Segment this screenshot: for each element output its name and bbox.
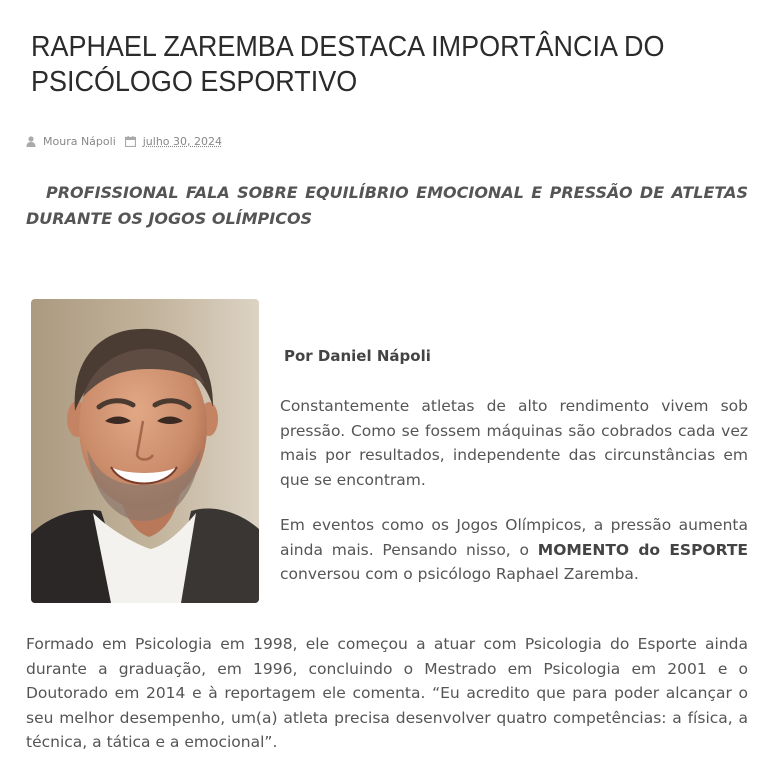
article-byline: Por Daniel Nápoli: [284, 347, 431, 365]
author-link[interactable]: Moura Nápoli: [43, 135, 116, 148]
article-paragraph-3: Formado em Psicologia em 1998, ele começou a atuar com Psicologia do Esporte ainda durante a graduação, em 1996, concluindo o Mestrado em Psicologia em 2001 e o Doutorado em 2014 e à reportagem ele comenta. “Eu acredito que para poder alcançar o seu melhor desempenho, um(a) atleta precisa desenvolver quatro competências: a física, a técnica, a tática e a emocional”.: [26, 635, 748, 751]
post-meta: [26, 135, 222, 148]
article-title: RAPHAEL ZAREMBA DESTACA IMPORTÂNCIA DO PSICÓLOGO ESPORTIVO: [31, 31, 665, 98]
article-subtitle: PROFISSIONAL FALA SOBRE EQUILÍBRIO EMOCIONAL E PRESSÃO DE ATLETAS DURANTE OS JOGOS OLÍMPICOS: [26, 183, 748, 228]
calendar-icon: [125, 136, 136, 147]
article-paragraph-1: Constantemente atletas de alto rendimento vivem sob pressão. Como se fossem máquinas são cobrados cada vez mais por resultados, independente das circunstâncias em que se encontram.: [280, 397, 748, 489]
paragraph-2-text-end: conversou com o psicólogo Raphael Zaremba.: [280, 565, 639, 583]
portrait-photo: [31, 299, 259, 603]
momento-do-esporte-brand: MOMENTO do ESPORTE: [537, 540, 749, 559]
user-icon: [26, 136, 36, 147]
article-paragraph-2: [280, 513, 748, 587]
paragraph-2-text-start: Em eventos como os Jogos Olímpicos, a pressão aumenta ainda mais. Pensando nisso, o: [280, 516, 748, 559]
post-date-link[interactable]: julho 30, 2024: [142, 135, 223, 148]
